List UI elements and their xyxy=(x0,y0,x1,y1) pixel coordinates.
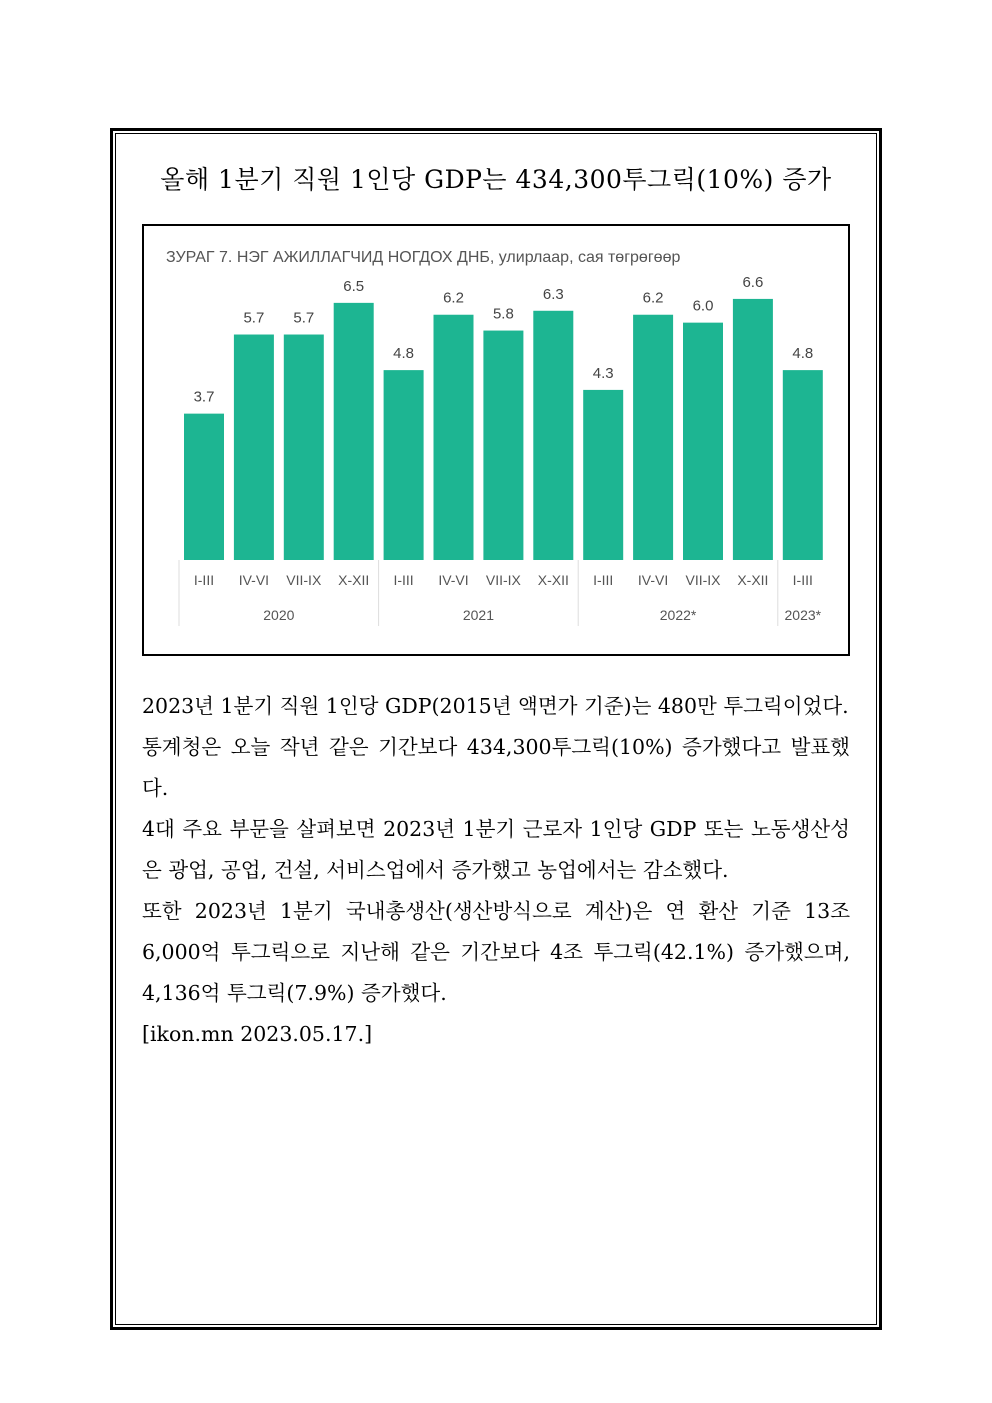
x-tick-label: IV-VI xyxy=(438,572,469,588)
chart-title: ЗУРАГ 7. НЭГ АЖИЛЛАГЧИД НОГДОХ ДНБ, улирлаар, сая төгрөгөөр xyxy=(166,249,681,266)
data-label: 5.7 xyxy=(293,309,315,327)
bar-chart xyxy=(144,226,848,654)
data-label: 3.7 xyxy=(193,388,215,406)
data-label: 6.5 xyxy=(343,277,365,295)
x-tick-label: I-III xyxy=(593,572,614,588)
bar xyxy=(683,323,723,560)
article-body xyxy=(142,686,850,1055)
bar xyxy=(633,315,673,560)
bar xyxy=(733,299,773,560)
x-tick-label: VII-IX xyxy=(286,572,322,588)
group-label: 2020 xyxy=(263,607,295,623)
data-label: 4.8 xyxy=(792,345,814,363)
bar xyxy=(284,335,324,560)
article-title: 올해 1분기 직원 1인당 GDP는 434,300투그릭(10%) 증가 xyxy=(160,165,832,194)
data-label: 6.2 xyxy=(642,289,664,307)
data-label: 6.3 xyxy=(542,285,564,303)
data-label: 6.6 xyxy=(742,273,764,291)
x-tick-label: X-XII xyxy=(338,572,370,588)
data-label: 5.7 xyxy=(243,309,265,327)
bar xyxy=(334,303,374,560)
bar xyxy=(184,414,224,560)
data-label: 5.8 xyxy=(492,305,514,323)
x-tick-label: X-XII xyxy=(537,572,569,588)
group-label: 2023* xyxy=(784,607,822,623)
paragraph-1: 2023년 1분기 직원 1인당 GDP(2015년 액면가 기준)는 480만 투그릭이었다. xyxy=(142,694,849,718)
paragraph-2: 통계청은 오늘 작년 같은 기간보다 434,300투그릭(10%) 증가했다고 발표했다. xyxy=(142,735,850,800)
bar xyxy=(783,370,823,560)
paragraph-3: 4대 주요 부문을 살펴보면 2023년 1분기 근로자 1인당 GDP 또는 노동생산성은 광업, 공업, 건설, 서비스업에서 증가했고 농업에서는 감소했다. xyxy=(142,817,850,882)
source-citation: [ikon.mn 2023.05.17.] xyxy=(142,1022,373,1046)
bar xyxy=(583,390,623,560)
bar xyxy=(234,335,274,560)
data-label: 4.3 xyxy=(592,364,614,382)
x-tick-label: I-III xyxy=(792,572,813,588)
x-tick-label: X-XII xyxy=(737,572,769,588)
data-label: 6.0 xyxy=(692,297,714,315)
bar xyxy=(384,370,424,560)
bar xyxy=(483,331,523,560)
group-label: 2022* xyxy=(659,607,697,623)
data-label: 6.2 xyxy=(443,289,464,307)
paragraph-4: 또한 2023년 1분기 국내총생산(생산방식으로 계산)은 연 환산 기준 13조 6,000억 투그릭으로 지난해 같은 기간보다 4조 투그릭(42.1%) 증가했으며, 4,136억 투그릭(7.9%) 증가했다. xyxy=(142,899,850,1005)
bar xyxy=(533,311,573,560)
data-label: 4.8 xyxy=(393,345,415,363)
x-tick-label: VII-IX xyxy=(485,572,521,588)
bar xyxy=(434,315,474,560)
x-tick-label: I-III xyxy=(193,572,215,588)
x-tick-label: IV-VI xyxy=(238,572,270,588)
chart-figure xyxy=(142,224,850,656)
x-tick-label: I-III xyxy=(393,572,414,588)
group-label: 2021 xyxy=(462,607,495,623)
x-tick-label: VII-IX xyxy=(685,572,721,588)
x-tick-label: IV-VI xyxy=(637,572,669,588)
